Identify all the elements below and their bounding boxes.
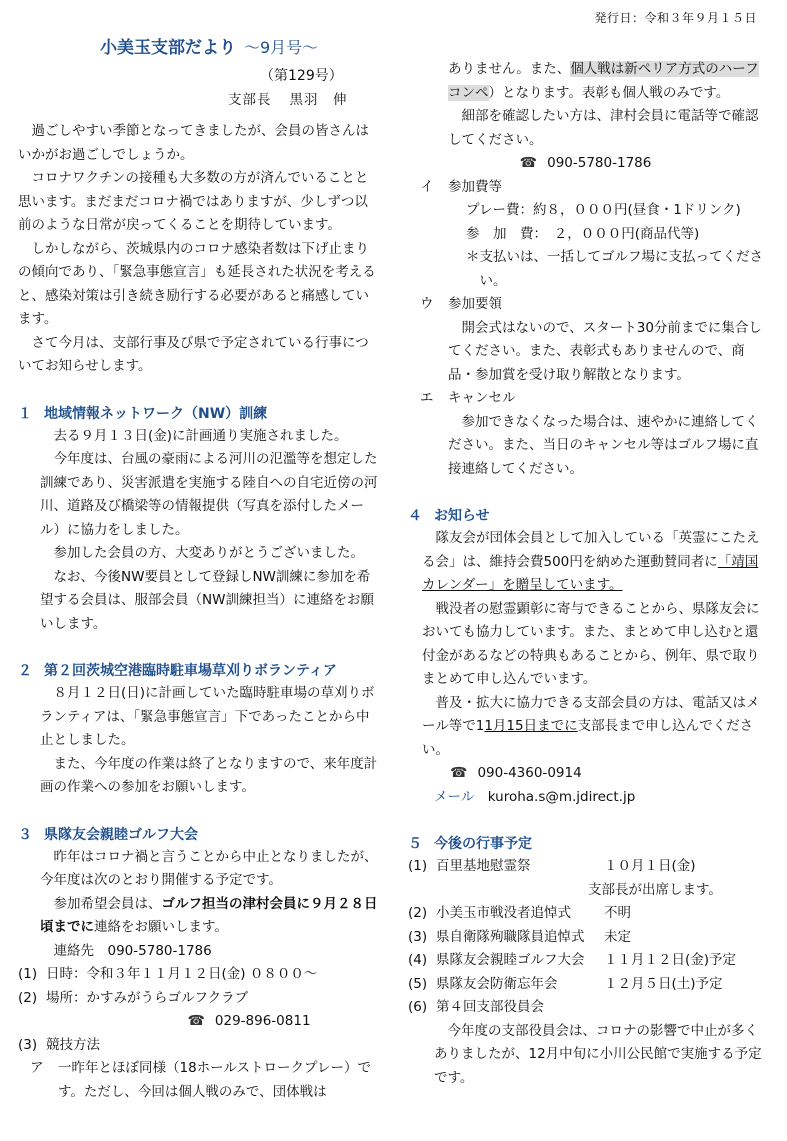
list-item: エ キャンセル bbox=[420, 390, 516, 406]
section-4-paragraph: 普及・拡大に協力できる支部会員の方は、電話又はメール等で11月15日までに支部長まで申し込んでください。 bbox=[422, 694, 760, 758]
telephone-icon: ☎ bbox=[450, 765, 468, 781]
section-1-heading: １ 地域情報ネットワーク（NW）訓練 bbox=[18, 405, 268, 422]
schedule-note: 支部長が出席します。 bbox=[588, 881, 722, 898]
newsletter-title bbox=[100, 36, 400, 62]
participation-text: 開会式はないので、スタート30分前までに集合してください。また、表彰式もありませんので、商品・参加賞を受け取り解散となります。 bbox=[448, 319, 762, 383]
competition-continued: ありません。また、個人戦は新ペリア方式のハーフコンペ）となります。表彰も個人戦のみです。 bbox=[448, 61, 759, 101]
schedule-item: (4) 県隊友会親睦ゴルフ大会 １１月１２日(金)予定 bbox=[408, 952, 737, 968]
telephone-icon: ☎ bbox=[187, 1013, 205, 1029]
section-1-paragraph: 参加した会員の方、大変ありがとうございました。 bbox=[53, 545, 364, 561]
author-role: 支部長 bbox=[228, 92, 272, 108]
intro-paragraph: コロナワクチンの接種も大多数の方が済んでいることと思います。まだまだコロナ禍ではありますが、少しずつ以前のような日常が戻ってくることを期待しています。 bbox=[18, 170, 369, 233]
section-2-heading: ２ 第２回茨城空港臨時駐車場草刈りボランティア bbox=[18, 663, 337, 679]
intro-paragraph: さて今月は、支部行事及び県で予定されている行事についてお知らせします。 bbox=[18, 334, 369, 374]
schedule-item: (6) 第４回支部役員会 bbox=[408, 999, 544, 1015]
section-4-paragraph: 隊友会が団体会員として加入している「英霊にこたえる会」は、維持会費500円を納めた運動賛同者に「靖国カレンダー」を贈呈しています。 bbox=[422, 530, 760, 593]
fee-note: ＊支払いは、一括してゴルフ場に支払ってください。 bbox=[466, 249, 763, 289]
section-3-heading: ３ 県隊友会親睦ゴルフ大会 bbox=[18, 826, 198, 843]
section-3-paragraph: 昨年はコロナ禍と言うことから中止となりましたが、今年度は次のとおり開催する予定です。 bbox=[40, 848, 378, 888]
branch-phone: ☎ 090-4360-0914 bbox=[422, 762, 763, 786]
list-item: (2) 場所：かすみがうらゴルフクラブ bbox=[18, 989, 249, 1006]
schedule-item: (2) 小美玉市戦没者追悼式 不明 bbox=[408, 905, 631, 921]
branch-mail: メール kuroha.s@m.jdirect.jp bbox=[434, 788, 636, 805]
tsumura-phone: ☎ 090-5780-1786 bbox=[408, 152, 763, 176]
section-1-paragraph: なお、今後NW要員として登録しNW訓練に参加を希望する会員は、服部会員（NW訓練担当）に連絡をお願いします。 bbox=[40, 568, 374, 632]
list-item: (1) 日時：令和３年１１月１２日(金) ０８００～ bbox=[18, 966, 318, 982]
cancel-text: 参加できなくなった場合は、速やかに連絡してください。また、当日のキャンセル等はゴルフ場に直接連絡してください。 bbox=[448, 413, 759, 477]
issue-date: 発行日：令和３年９月１５日 bbox=[594, 11, 757, 25]
telephone-icon: ☎ bbox=[519, 155, 538, 171]
section-4-paragraph: 戦没者の慰霊顕彰に寄与できることから、県隊友会においても協力しています。また、まとめて申し込むと還付金があるなどの特典もあることから、例年、県で取りまとめて申し込んでいます。 bbox=[422, 600, 760, 687]
title-subtitle: ～9月号～ bbox=[244, 38, 319, 57]
schedule-item: (1) 百里基地慰霊祭 １０月１日(金) bbox=[408, 858, 696, 874]
left-column bbox=[18, 120, 380, 1104]
issue-number: （第129号） bbox=[260, 68, 343, 84]
title-main: 小美玉支部だより bbox=[100, 38, 236, 58]
fee-entry: 参 加 費： ２，０００円(商品代等) bbox=[466, 225, 700, 242]
mail-address[interactable]: kuroha.s@m.jdirect.jp bbox=[487, 788, 636, 805]
intro-paragraph: しかしながら、茨城県内のコロナ感染者数は下げ止まりの傾向であり、「緊急事態宣言」も延長された状況を考えると、感染対策は引き続き励行する必要があると痛感しています。 bbox=[18, 240, 376, 327]
section-1-paragraph: 今年度は、台風の豪雨による河川の氾濫等を想定した訓練であり、災害派遣を実施する陸自への自宅近傍の河川、道路及び橋梁等の情報提供（写真を添付したメール）に協力をしました。 bbox=[40, 451, 378, 538]
author bbox=[228, 90, 348, 110]
schedule-item: (3) 県自衛隊殉職隊員追悼式 未定 bbox=[408, 928, 631, 945]
section-2-paragraph: ８月１２日(日)に計画していた臨時駐車場の草刈りボランティアは、「緊急事態宣言」下であったことから中止としました。 bbox=[40, 685, 375, 748]
section-2-paragraph: また、今年度の作業は終了となりますので、来年度計画の作業への参加をお願いします。 bbox=[40, 755, 378, 795]
golf-club-phone: ☎ 029-896-0811 bbox=[18, 1010, 380, 1034]
right-column bbox=[408, 58, 763, 1090]
list-item: イ 参加費等 bbox=[420, 178, 502, 195]
section-1-paragraph: 去る９月１３日(金)に計画通り実施されました。 bbox=[53, 427, 348, 444]
section-3-request: 参加希望会員は、ゴルフ担当の津村会員に９月２８日頃までに連絡をお願いします。 bbox=[40, 895, 378, 935]
section-5-heading: ５ 今後の行事予定 bbox=[408, 836, 532, 852]
competition-detail: 細部を確認したい方は、津村会員に電話等で確認してください。 bbox=[448, 108, 759, 148]
intro-paragraph: 過ごしやすい季節となってきましたが、会員の皆さんはいかがお過ごしでしょうか。 bbox=[18, 123, 369, 163]
author-name: 黒羽 伸 bbox=[289, 92, 348, 108]
section-4-heading: ４ お知らせ bbox=[408, 508, 490, 524]
schedule-item-6-text: 今年度の支部役員会は、コロナの影響で中止が多くありましたが、12月中旬に小川公民館で実施する予定です。 bbox=[434, 1022, 762, 1086]
list-item: ウ 参加要領 bbox=[420, 296, 502, 312]
list-item: (3) 競技方法 bbox=[18, 1036, 100, 1053]
schedule-item: (5) 県隊友会防衛忘年会 １２月５日(土)予定 bbox=[408, 975, 723, 992]
fee-play: プレー費：約８，０００円(昼食・1ドリンク) bbox=[466, 202, 741, 218]
list-item: ア 一昨年とほぼ同様（18ホールストロークプレー）です。ただし、今回は個人戦のみで、団体戦は bbox=[30, 1060, 371, 1100]
section-3-contact: 連絡先 090-5780-1786 bbox=[53, 942, 212, 959]
